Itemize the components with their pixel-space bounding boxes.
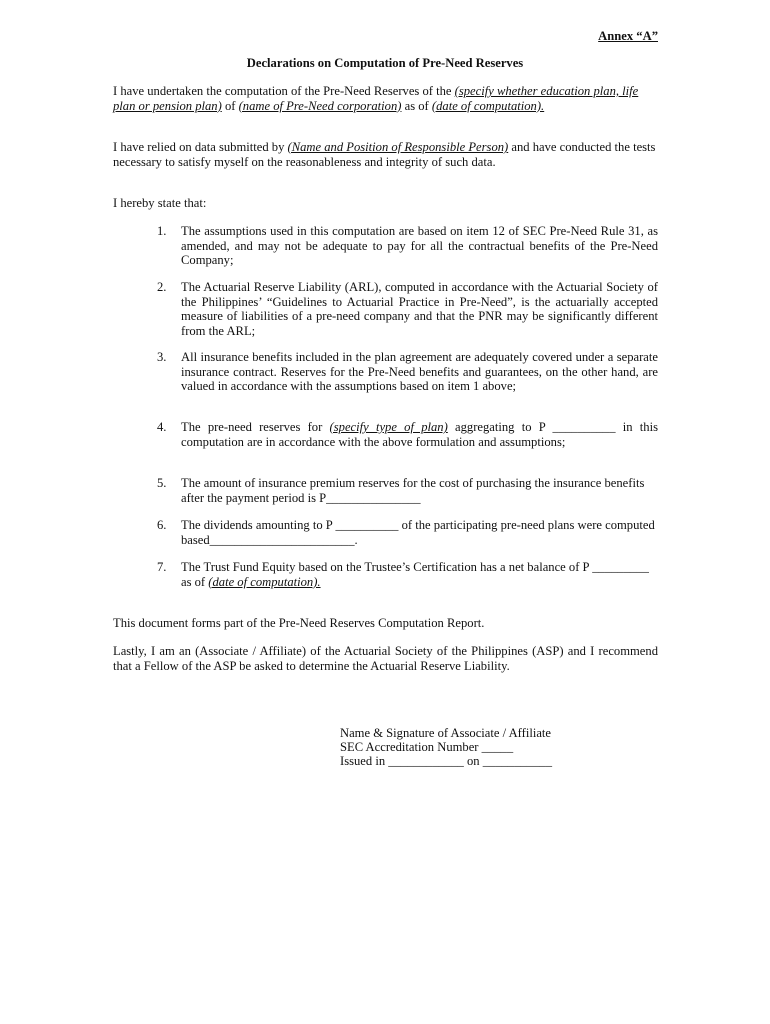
closing-paragraph-2: Lastly, I am an (Associate / Affiliate) of the Actuarial Society of the Philippines (ASP) and I recommend that a Fellow of the ASP be asked to determine the Actuarial Reserve Liability.	[113, 644, 658, 673]
intro-paragraph-1	[113, 84, 658, 113]
plan-type-placeholder: (specify type of plan)	[329, 420, 448, 434]
computation-date-placeholder: (date of computation).	[208, 574, 321, 589]
list-item-text: The Actuarial Reserve Liability (ARL), computed in accordance with the Actuarial Society of the Philippines’ “Guidelines to Actuarial Practice in Pre-Need”, is the actuarially accepted measure of liabilities of a pre-need company and that the PNR may be significantly different from the ARL;	[181, 280, 658, 338]
signature-name-line: Name & Signature of Associate / Affiliate	[340, 726, 552, 740]
annex-label: Annex “A”	[598, 29, 658, 43]
closing-paragraph-1: This document forms part of the Pre-Need Reserves Computation Report.	[113, 616, 485, 630]
list-item-number: 3.	[157, 350, 167, 364]
list-item-text: The dividends amounting to P __________ of the participating pre-need plans were computed based_______________________.	[181, 518, 655, 547]
intro-paragraph-3: I hereby state that:	[113, 196, 207, 210]
item4-text-c: aggregating to P __________ in this computation are in accordance with the above formulation and assumptions;	[181, 420, 658, 449]
list-item-text: All insurance benefits included in the plan agreement are adequately covered under a separate insurance contract. Reserves for the Pre-Need benefits and guarantees, on the other hand, are valued in accordance with the assumptions based on item 1 above;	[181, 350, 658, 394]
list-item-number: 1.	[157, 224, 167, 238]
list-item-number: 5.	[157, 476, 167, 490]
list-item-text: The amount of insurance premium reserves for the cost of purchasing the insurance benefits after the payment period is P_______________	[181, 476, 645, 505]
intro-p1-of: of	[221, 98, 239, 113]
list-item-text	[181, 420, 658, 449]
list-item-number: 6.	[157, 518, 167, 532]
intro-p1-asof: as of	[401, 98, 432, 113]
corporation-name-placeholder: (name of Pre-Need corporation)	[238, 98, 402, 113]
list-item-text	[181, 560, 658, 589]
list-item-number: 4.	[157, 420, 167, 434]
intro-p2-rest: and have conducted the tests necessary to satisfy myself on the reasonableness and integrity of such data.	[113, 140, 656, 169]
intro-p1-text: I have undertaken the computation of the Pre-Need Reserves of the	[113, 84, 455, 98]
item7-text-a: The Trust Fund Equity based on the Trustee’s Certification has a net balance of P _________ as of	[181, 560, 649, 589]
signature-sec-line: SEC Accreditation Number _____	[340, 740, 514, 754]
plan-type-placeholder: (specify whether education plan, life plan or pension plan)	[113, 84, 639, 113]
intro-paragraph-2	[113, 140, 658, 169]
intro-p2-text: I have relied on data submitted by	[113, 140, 288, 154]
list-item-number: 7.	[157, 560, 167, 574]
list-item-text: The assumptions used in this computation are based on item 12 of SEC Pre-Need Rule 31, as amended, and may not be adequate to pay for all the contractual benefits of the Pre-Need Company;	[181, 224, 658, 268]
page-title: Declarations on Computation of Pre-Need Reserves	[246, 56, 524, 70]
item4-text-a: The pre-need reserves for	[181, 420, 330, 434]
computation-date-placeholder: (date of computation).	[431, 98, 545, 113]
signature-issued-line: Issued in ____________ on ___________	[340, 754, 552, 768]
list-item-number: 2.	[157, 280, 167, 294]
responsible-person-placeholder: (Name and Position of Responsible Person)	[287, 140, 509, 154]
